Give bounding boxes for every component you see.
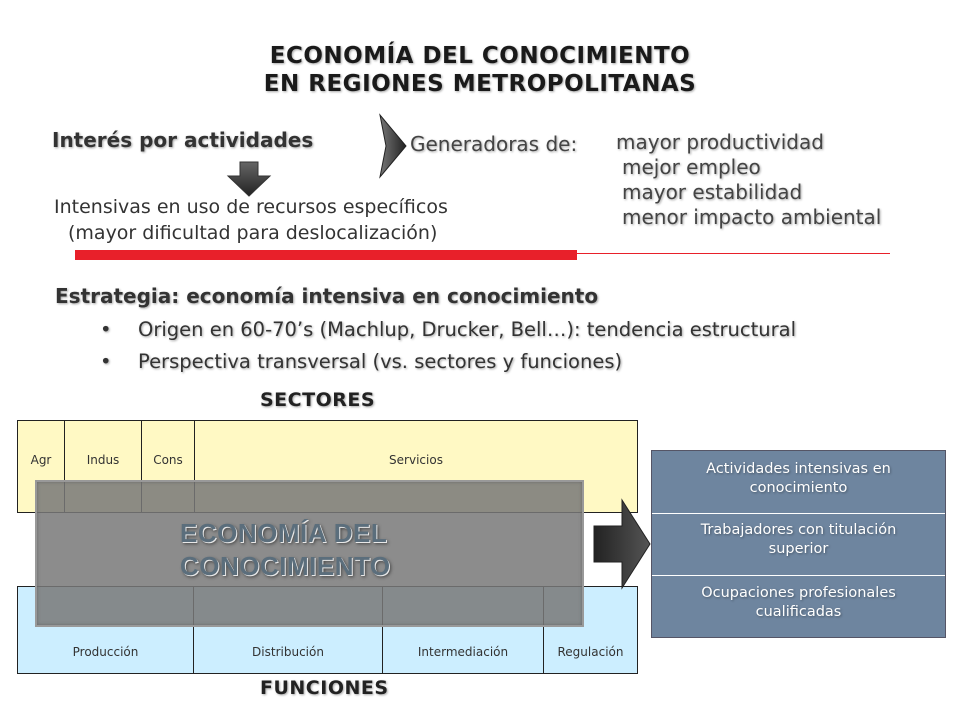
bullet-text: Origen en 60-70’s (Machlup, Drucker, Bell…): tendencia estructural [138,318,797,341]
economia-box-title [180,517,391,583]
bullet-text: Perspectiva transversal (vs. sectores y funciones) [138,350,623,373]
red-divider-line [577,253,890,254]
panel-divider [652,513,945,514]
panel-item: Trabajadores con titulación superior [700,522,897,557]
bullet-dot-icon: • [100,350,112,373]
sectores-label: SECTORES [260,389,376,411]
sector-cell: Servicios [195,421,638,513]
sector-cell: Agr [18,421,65,513]
intensivas-line-1: Intensivas en uso de recursos específicos [54,196,448,218]
sector-cell: Indus [65,421,142,513]
panel-item: Actividades intensivas en conocimiento [706,461,891,496]
intensivas-text [54,194,534,246]
arrow-right-icon [592,496,652,592]
arrow-down-icon [226,160,272,198]
economia-line-2: CONOCIMIENTO [180,551,391,581]
estrategia-heading: Estrategia: economía intensiva en conocimiento [55,284,599,308]
title-line-2: EN REGIONES METROPOLITANAS [263,71,697,97]
beneficio-item: mayor estabilidad [622,180,803,204]
funcion-cell: Producción [18,587,194,674]
bullet-item [100,318,797,341]
funcion-cell: Distribución [194,587,383,674]
page-title [0,42,960,98]
panel-divider [652,575,945,576]
sector-cell: Cons [142,421,195,513]
beneficio-item: mejor empleo [622,155,761,179]
panel-item: Ocupaciones profesionales cualificadas [701,585,896,620]
generadoras-label: Generadoras de: [410,132,578,156]
title-line-1: ECONOMÍA DEL CONOCIMIENTO [269,43,691,69]
intensivas-line-2: (mayor dificultad para deslocalización) [68,222,438,244]
resultados-panel [651,450,946,638]
funciones-label: FUNCIONES [260,677,389,699]
beneficio-item: mayor productividad [616,130,824,154]
interes-label: Interés por actividades [52,128,314,152]
bullet-item [100,350,623,373]
red-divider-bar [75,250,577,260]
beneficio-item: menor impacto ambiental [622,205,882,229]
chevron-right-arrow-icon [376,113,410,179]
funcion-cell: Intermediación [383,587,544,674]
funcion-cell: Regulación [544,587,638,674]
bullet-dot-icon: • [100,318,112,341]
economia-line-1: ECONOMÍA DEL [180,518,388,548]
